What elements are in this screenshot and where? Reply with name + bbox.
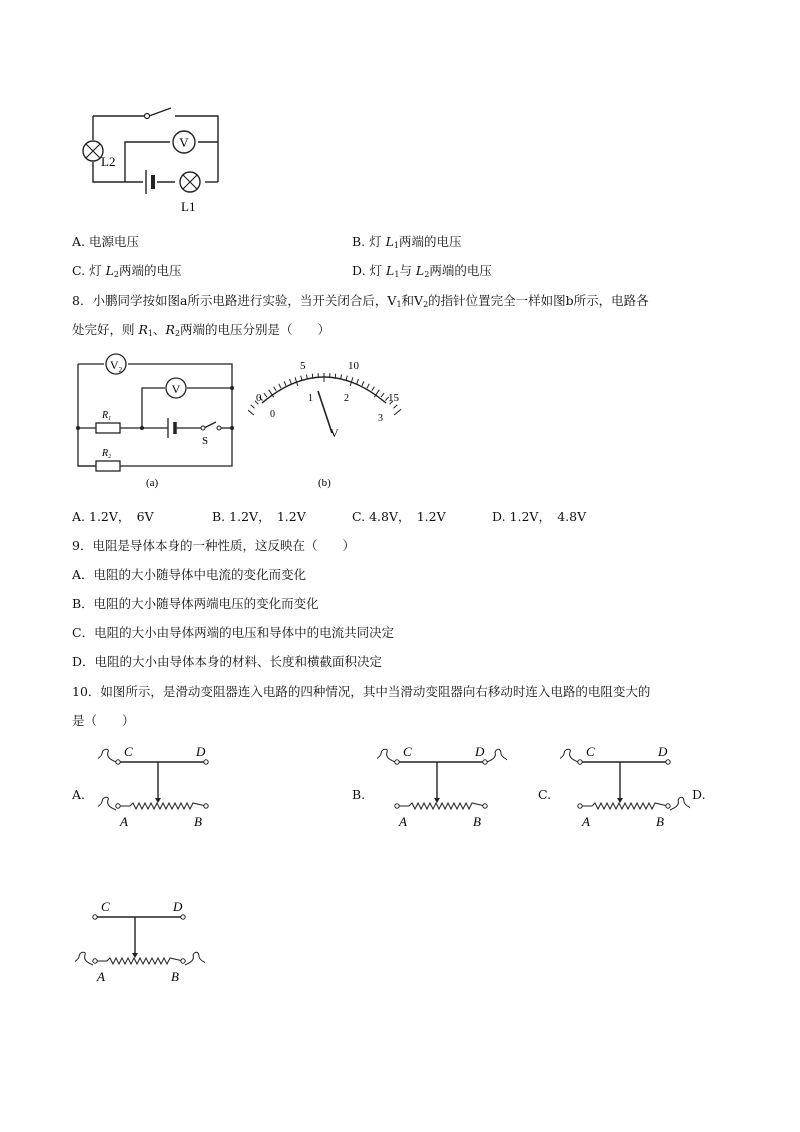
meter-tick bbox=[367, 384, 369, 389]
q9-option-c: C．电阻的大小由导体两端的电压和导体中的电流共同决定 bbox=[72, 625, 395, 640]
q10-option-a-letter: A. bbox=[72, 787, 86, 802]
meter-tick bbox=[290, 379, 292, 384]
needle-label: V bbox=[330, 426, 339, 440]
outer-tick-0: 0 bbox=[256, 392, 262, 404]
label-b: B bbox=[171, 969, 179, 984]
terminal-d bbox=[181, 915, 185, 919]
q8-figure-a bbox=[70, 348, 240, 490]
meter-tick bbox=[381, 393, 384, 397]
terminal-a bbox=[93, 959, 97, 963]
voltmeter-v-icon bbox=[166, 378, 186, 398]
slider-arrow bbox=[132, 953, 138, 958]
q7-option-c: C. 灯 $L_2$两端的电压 bbox=[72, 263, 182, 279]
terminal-b bbox=[181, 959, 185, 963]
q7-circuit-figure bbox=[75, 100, 235, 215]
inner-tick-3: 3 bbox=[378, 413, 383, 424]
label-a: A bbox=[97, 969, 105, 984]
figure-a-caption: (a) bbox=[146, 477, 159, 489]
lamp-l1-icon bbox=[180, 172, 200, 192]
meter-tick bbox=[284, 381, 286, 386]
q10-rheostat-b bbox=[377, 740, 507, 832]
q9-option-a: A．电阻的大小随导体中电流的变化而变化 bbox=[72, 567, 307, 582]
label-c: C bbox=[586, 744, 595, 759]
q10-rheostat-d bbox=[75, 895, 205, 987]
wire-lead bbox=[670, 797, 690, 810]
terminal-c bbox=[395, 760, 399, 764]
meter-tick bbox=[357, 379, 359, 384]
meter-tick bbox=[372, 387, 375, 391]
q8-question-line1: 8．小鹏同学按如图a所示电路进行实验，当开关闭合后，$V_1$和$V_2$的指针位置完全一样如图b所示，电路各 bbox=[72, 293, 649, 309]
voltmeter-v2-icon bbox=[106, 354, 126, 374]
q9-question: 9．电阻是导体本身的一种性质，这反映在（ ） bbox=[72, 538, 355, 553]
resistance-coil bbox=[95, 958, 183, 964]
q10-option-d-letter: D. bbox=[692, 787, 706, 802]
voltmeter-icon bbox=[173, 131, 195, 153]
wire-lead bbox=[377, 749, 395, 762]
label-d: D bbox=[173, 899, 183, 914]
wire-lead bbox=[98, 797, 116, 810]
label-b: B bbox=[473, 814, 481, 829]
q10-rheostat-c bbox=[560, 740, 690, 832]
terminal-c bbox=[116, 760, 120, 764]
battery-icon bbox=[146, 170, 153, 194]
label-c: C bbox=[101, 899, 110, 914]
q7-option-a: A. 电源电压 bbox=[72, 234, 140, 249]
wire-lead bbox=[487, 749, 507, 762]
lamp-l2-label: L2 bbox=[101, 154, 116, 169]
q10-question-line1: 10．如图所示，是滑动变阻器连入电路的四种情况，其中当滑动变阻器向右移动时连入电路的电阻变大的 bbox=[72, 684, 651, 699]
terminal-b bbox=[666, 804, 670, 808]
outer-tick-5: 5 bbox=[300, 360, 306, 372]
label-d: D bbox=[475, 744, 485, 759]
resistance-coil bbox=[397, 803, 485, 809]
q8-option-c: C. 4.8V， 1.2V bbox=[352, 509, 446, 524]
q10-question-line2: 是（ ） bbox=[72, 713, 135, 728]
terminal-d bbox=[204, 760, 208, 764]
label-c: C bbox=[403, 744, 412, 759]
slider-arrow bbox=[155, 798, 161, 803]
label-a: A bbox=[399, 814, 407, 829]
q8-figure-b bbox=[248, 355, 408, 490]
resistance-coil bbox=[580, 803, 668, 809]
lamp-l2-icon bbox=[83, 141, 103, 161]
outer-tick-10: 10 bbox=[348, 360, 359, 372]
meter-tick bbox=[394, 405, 398, 408]
label-d: D bbox=[658, 744, 668, 759]
switch-label: S bbox=[202, 435, 209, 447]
svg-text:R1: $R_1$ bbox=[102, 410, 112, 422]
terminal-a bbox=[578, 804, 582, 808]
meter-tick bbox=[394, 409, 401, 415]
terminal-b bbox=[483, 804, 487, 808]
outer-tick-15: 15 bbox=[388, 392, 399, 404]
meter-tick bbox=[251, 405, 255, 408]
meter-tick bbox=[312, 374, 313, 379]
svg-text:V: V bbox=[171, 382, 181, 396]
label-c: C bbox=[124, 744, 133, 759]
meter-tick bbox=[274, 387, 277, 391]
wire-lead bbox=[560, 749, 578, 762]
q7-option-d: D. 灯 $L_1$与 $L_2$两端的电压 bbox=[352, 263, 492, 279]
q10-rheostat-a bbox=[98, 740, 228, 832]
inner-tick-2: 2 bbox=[344, 393, 349, 404]
resistor-r1-icon bbox=[96, 423, 120, 433]
svg-text:V: V bbox=[179, 135, 189, 150]
meter-tick bbox=[264, 393, 267, 397]
terminal-a bbox=[116, 804, 120, 808]
terminal-c bbox=[578, 760, 582, 764]
q8-option-b: B. 1.2V， 1.2V bbox=[212, 509, 306, 524]
terminal-a bbox=[395, 804, 399, 808]
label-b: B bbox=[656, 814, 664, 829]
q8-question-line2: 处完好，则 $R_1$、$R_2$两端的电压分别是（ ） bbox=[72, 322, 331, 338]
wire-lead bbox=[185, 952, 205, 965]
svg-text:R2: $R_2$ bbox=[102, 448, 112, 460]
q9-option-b: B．电阻的大小随导体两端电压的变化而变化 bbox=[72, 596, 319, 611]
label-a: A bbox=[582, 814, 590, 829]
meter-tick bbox=[362, 381, 364, 386]
lamp-l1-label: L1 bbox=[181, 199, 196, 214]
q8-option-d: D. 1.2V， 4.8V bbox=[492, 509, 587, 524]
svg-text:V2: $V_2$ bbox=[109, 358, 123, 374]
terminal-b bbox=[204, 804, 208, 808]
label-a: A bbox=[120, 814, 128, 829]
slider-arrow bbox=[617, 798, 623, 803]
wire-lead bbox=[75, 952, 93, 965]
q8-option-a: A. 1.2V， 6V bbox=[72, 509, 154, 524]
battery-icon bbox=[168, 418, 175, 438]
label-d: D bbox=[196, 744, 206, 759]
inner-tick-1: 1 bbox=[308, 393, 313, 404]
figure-b-caption: (b) bbox=[318, 477, 331, 489]
terminal-d bbox=[483, 760, 487, 764]
inner-tick-0: 0 bbox=[270, 409, 275, 420]
resistor-r2-icon bbox=[96, 461, 120, 471]
terminal-c bbox=[93, 915, 97, 919]
meter-tick bbox=[279, 384, 281, 389]
q10-option-c-letter: C. bbox=[538, 787, 552, 802]
resistance-coil bbox=[118, 803, 206, 809]
q7-option-b: B. 灯 $L_1$两端的电压 bbox=[352, 234, 462, 250]
wire-lead bbox=[98, 749, 116, 762]
terminal-d bbox=[666, 760, 670, 764]
slider-arrow bbox=[434, 798, 440, 803]
q10-option-b-letter: B. bbox=[352, 787, 366, 802]
label-b: B bbox=[194, 814, 202, 829]
q9-option-d: D．电阻的大小由导体本身的材料、长度和横截面积决定 bbox=[72, 654, 383, 669]
meter-tick bbox=[335, 374, 336, 379]
meter-tick bbox=[248, 409, 254, 415]
